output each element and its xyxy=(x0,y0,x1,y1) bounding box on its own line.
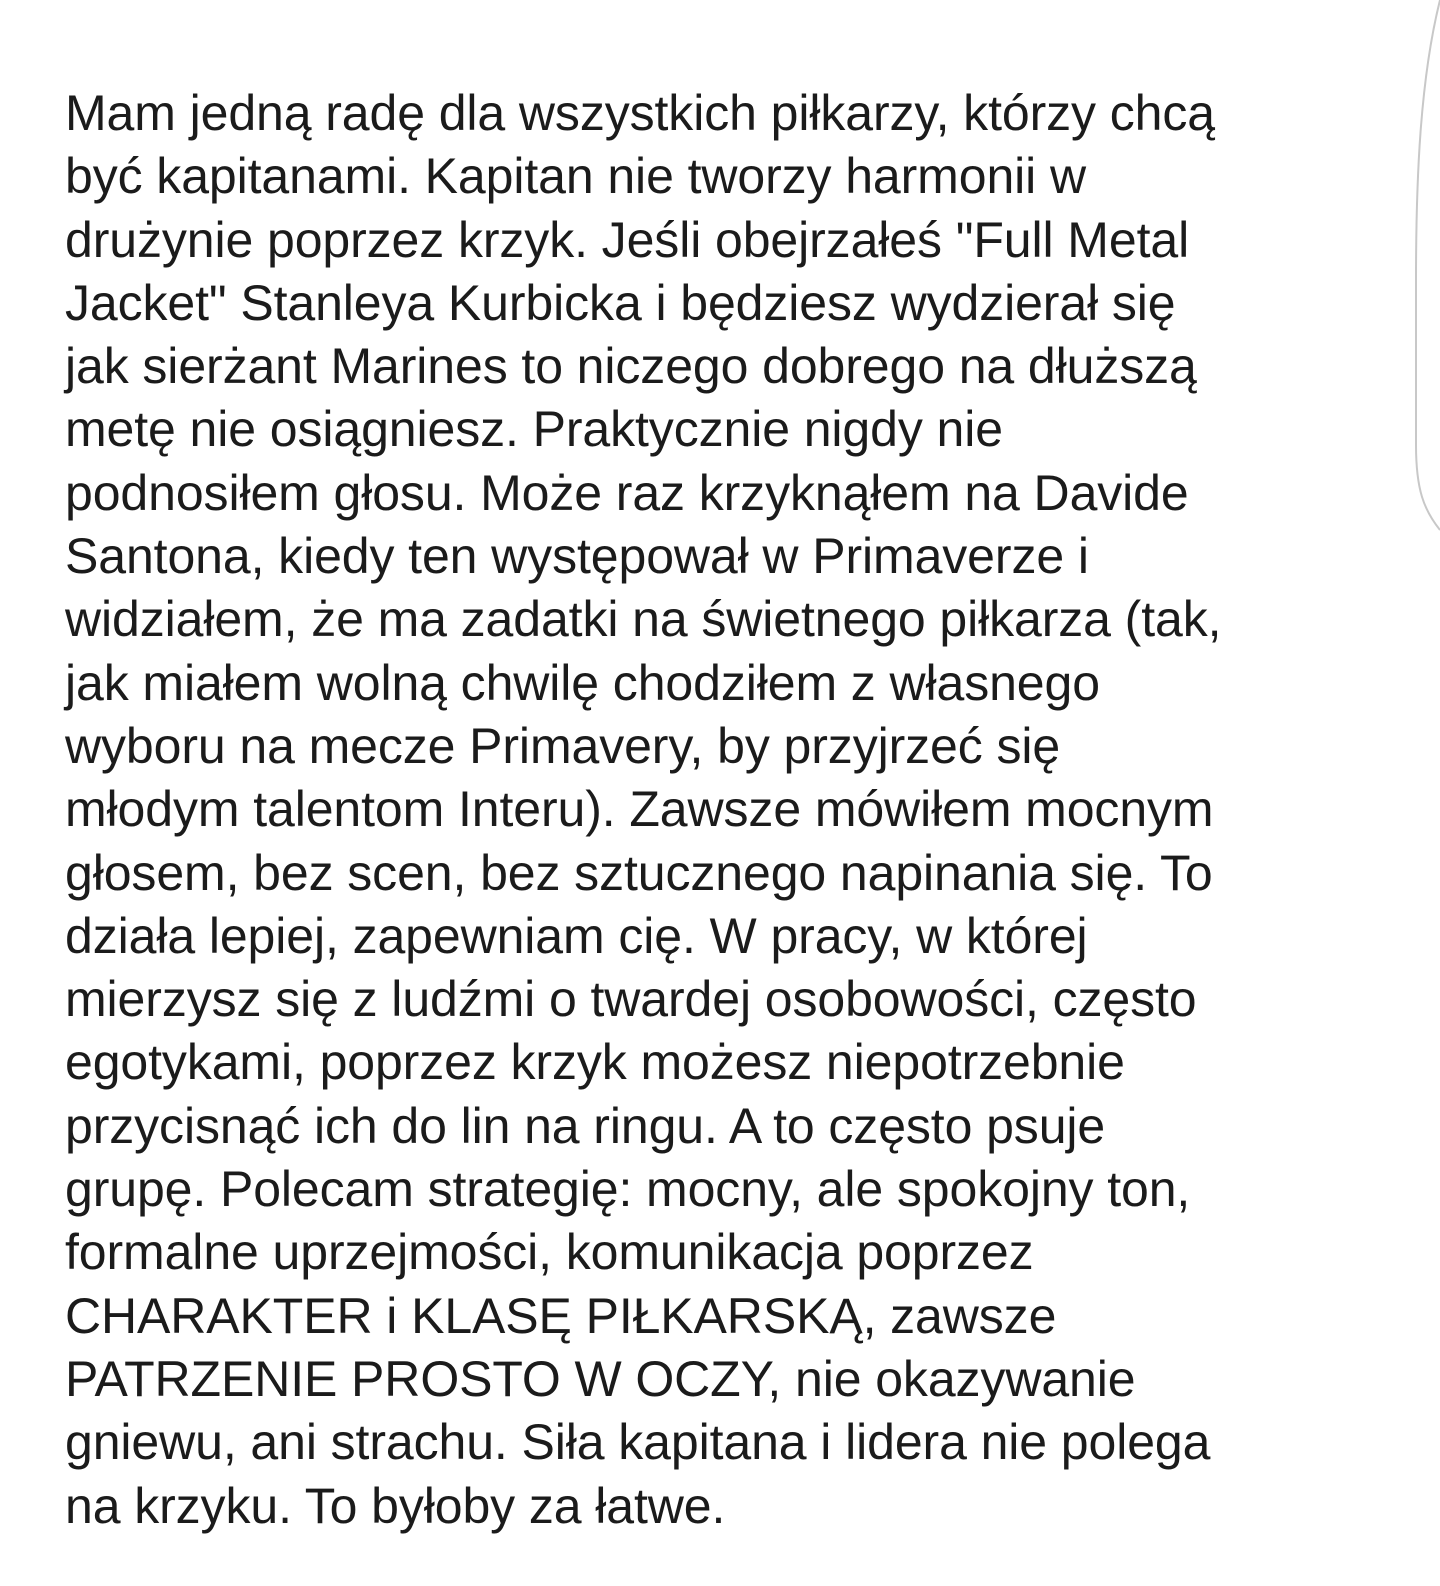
text-line: przycisnąć ich do lin na ringu. A to często psuje xyxy=(65,1097,1106,1154)
text-line: drużynie poprzez krzyk. Jeśli obejrzałeś "Full Metal xyxy=(65,211,1190,268)
text-line: podnosiłem głosu. Może raz krzyknąłem na Davide xyxy=(65,464,1189,521)
text-line: młodym talentom Interu). Zawsze mówiłem mocnym xyxy=(65,781,1214,838)
text-line: Mam jedną radę dla wszystkich piłkarzy, którzy chcą xyxy=(65,85,1215,141)
text-line: Jacket" Stanleya Kurbicka i będziesz wydzierał się xyxy=(65,274,1176,331)
text-line: formalne uprzejmości, komunikacja poprzez xyxy=(65,1224,1034,1281)
text-line: CHARAKTER i KLASĘ PIŁKARSKĄ, zawsze xyxy=(65,1287,1057,1344)
text-line: widziałem, że ma zadatki na świetnego piłkarza (tak, xyxy=(65,591,1222,648)
text-line: gniewu, ani strachu. Siła kapitana i lidera nie polega xyxy=(65,1414,1211,1471)
text-line: PATRZENIE PROSTO W OCZY, nie okazywanie xyxy=(65,1350,1136,1407)
text-line: wyboru na mecze Primavery, by przyjrzeć się xyxy=(65,717,1061,774)
text-line: metę nie osiągniesz. Praktycznie nigdy nie xyxy=(65,401,1003,458)
text-line: jak sierżant Marines to niczego dobrego na dłuższą xyxy=(65,338,1197,395)
text-line: na krzyku. To byłoby za łatwe. xyxy=(65,1477,726,1534)
text-line: jak miałem wolną chwilę chodziłem z własnego xyxy=(65,654,1100,711)
text-line: działa lepiej, zapewniam cię. W pracy, w której xyxy=(65,907,1088,964)
quote-text-block xyxy=(65,82,1395,1538)
edge-curve-path xyxy=(1416,0,1440,530)
text-line: grupę. Polecam strategię: mocny, ale spokojny ton, xyxy=(65,1161,1191,1218)
screen-edge-curve xyxy=(1400,0,1440,1586)
text-line: mierzysz się z ludźmi o twardej osobowości, często xyxy=(65,971,1197,1028)
text-line: egotykami, poprzez krzyk możesz niepotrzebnie xyxy=(65,1034,1125,1091)
text-line: Santona, kiedy ten występował w Primaverze i xyxy=(65,528,1089,585)
text-line: głosem, bez scen, bez sztucznego napinania się. To xyxy=(65,844,1213,901)
text-line: być kapitanami. Kapitan nie tworzy harmonii w xyxy=(65,148,1086,205)
